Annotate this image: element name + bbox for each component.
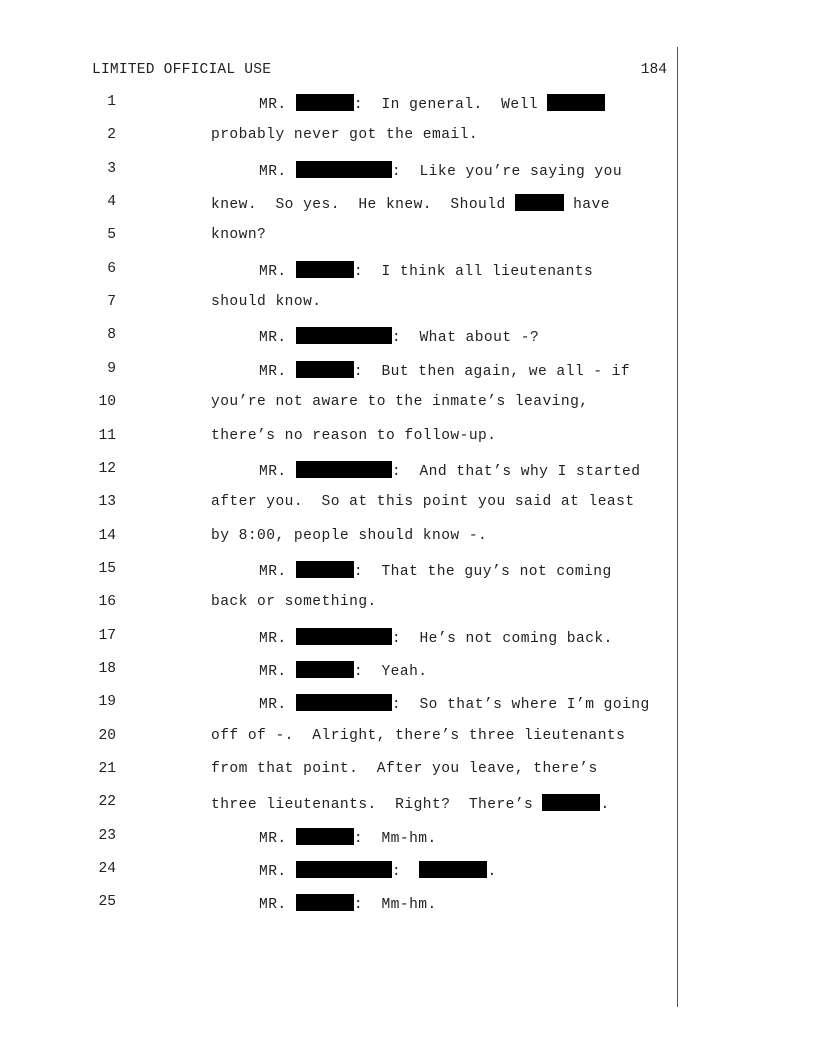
text-segment: from that point. After you leave, there’s xyxy=(211,761,598,777)
text-segment: probably never got the email. xyxy=(211,127,479,144)
line-text xyxy=(259,894,437,913)
line-number: 21 xyxy=(98,761,116,777)
line-text xyxy=(259,661,428,680)
text-segment: MR. xyxy=(259,864,296,881)
line-number: 9 xyxy=(107,360,116,377)
line-number: 18 xyxy=(98,660,116,677)
text-segment: you’re not aware to the inmate’s leaving, xyxy=(211,394,589,411)
line-number: 17 xyxy=(98,627,116,644)
redaction-box xyxy=(296,161,392,178)
text-segment: : Like you’re saying you xyxy=(391,163,623,180)
line-text xyxy=(211,794,610,813)
line-number: 6 xyxy=(107,260,116,277)
page-number: 184 xyxy=(640,62,667,78)
transcript-line xyxy=(0,461,676,483)
line-number: 13 xyxy=(98,494,116,511)
line-number: 11 xyxy=(98,427,116,444)
text-segment: MR. xyxy=(259,663,296,680)
right-margin-rule xyxy=(677,47,678,1007)
text-segment: MR. xyxy=(259,563,296,580)
line-number: 20 xyxy=(98,727,116,744)
redaction-box xyxy=(296,694,392,711)
transcript-line xyxy=(0,628,676,650)
line-number: 19 xyxy=(98,694,116,711)
redaction-box xyxy=(515,194,564,211)
transcript-line xyxy=(0,561,676,583)
line-number: 2 xyxy=(107,127,116,144)
line-number: 14 xyxy=(98,527,116,544)
line-number: 4 xyxy=(107,194,116,211)
text-segment: MR. xyxy=(259,697,296,714)
line-number: 22 xyxy=(98,794,116,811)
transcript-line xyxy=(0,261,676,283)
line-number: 24 xyxy=(98,861,116,878)
transcript-line xyxy=(0,828,676,850)
line-number: 5 xyxy=(107,227,116,244)
transcript-line xyxy=(0,94,676,116)
transcript-line xyxy=(0,694,676,716)
line-number: 1 xyxy=(107,94,116,110)
redaction-box xyxy=(542,794,600,811)
line-number: 23 xyxy=(98,827,116,844)
transcript-line xyxy=(0,861,676,883)
redaction-box xyxy=(296,894,354,911)
transcript-line xyxy=(0,227,676,249)
redaction-box xyxy=(296,661,354,678)
line-number: 8 xyxy=(107,327,116,344)
redaction-box xyxy=(296,94,354,111)
redaction-box xyxy=(296,861,392,878)
transcript-line xyxy=(0,894,676,916)
text-segment: should know. xyxy=(211,294,322,311)
text-segment: MR. xyxy=(259,263,296,280)
redaction-box xyxy=(296,461,392,478)
line-text xyxy=(211,528,487,544)
transcript-line xyxy=(0,394,676,416)
redaction-box xyxy=(296,261,354,278)
line-text xyxy=(211,127,478,143)
line-text xyxy=(259,828,437,847)
transcript-line xyxy=(0,327,676,349)
line-text xyxy=(211,294,322,310)
line-number: 16 xyxy=(98,594,116,611)
text-segment: three lieutenants. Right? There’s xyxy=(211,797,543,814)
text-segment: : I think all lieutenants xyxy=(353,263,594,280)
line-text xyxy=(259,561,612,580)
transcript-line xyxy=(0,428,676,450)
line-number: 15 xyxy=(98,560,116,577)
text-segment: MR. xyxy=(259,163,296,180)
transcript-line xyxy=(0,661,676,683)
text-segment: : That the guy’s not coming xyxy=(353,563,612,580)
text-segment: : What about -? xyxy=(391,330,540,347)
line-number: 3 xyxy=(107,160,116,177)
line-text xyxy=(259,461,640,480)
text-segment: back or something. xyxy=(211,594,377,611)
redaction-box xyxy=(296,327,392,344)
redaction-box xyxy=(296,361,354,378)
text-segment: by 8:00, people should know -. xyxy=(211,527,488,544)
line-text xyxy=(259,94,605,113)
transcript-line xyxy=(0,161,676,183)
text-segment: knew. So yes. He knew. Should xyxy=(211,197,515,214)
redaction-box xyxy=(419,861,487,878)
text-segment: MR. xyxy=(259,330,296,347)
text-segment: : Yeah. xyxy=(353,663,428,680)
line-text xyxy=(259,694,650,713)
line-text xyxy=(259,861,497,880)
transcript-line xyxy=(0,294,676,316)
text-segment: : And that’s why I started xyxy=(391,463,641,480)
line-text xyxy=(211,728,625,744)
line-text xyxy=(259,161,622,180)
line-text xyxy=(211,194,610,213)
text-segment: off of -. Alright, there’s three lieutenants xyxy=(211,727,626,744)
transcript-line xyxy=(0,794,676,816)
redaction-box xyxy=(296,828,354,845)
line-text xyxy=(211,494,635,510)
transcript-line xyxy=(0,728,676,750)
redaction-box xyxy=(296,561,354,578)
classification-header: LIMITED OFFICIAL USE xyxy=(92,62,272,78)
line-text xyxy=(259,327,539,346)
line-text xyxy=(259,628,613,647)
line-text xyxy=(211,761,598,777)
text-segment: MR. xyxy=(259,897,296,914)
text-segment: : He’s not coming back. xyxy=(391,630,613,647)
line-text xyxy=(211,428,496,444)
line-number: 7 xyxy=(107,294,116,311)
text-segment: have xyxy=(563,197,610,214)
text-segment: : In general. Well xyxy=(353,97,548,113)
text-segment: . xyxy=(487,864,497,881)
text-segment: MR. xyxy=(259,463,296,480)
transcript-line xyxy=(0,594,676,616)
text-segment: : So that’s where I’m going xyxy=(391,697,650,714)
line-text xyxy=(259,261,593,280)
text-segment: : xyxy=(391,864,420,881)
line-text xyxy=(259,361,630,380)
text-segment: after you. So at this point you said at least xyxy=(211,494,635,511)
text-segment: known? xyxy=(211,227,267,244)
text-segment: MR. xyxy=(259,830,296,847)
transcript-line xyxy=(0,194,676,216)
text-segment: : Mm-hm. xyxy=(353,830,437,847)
text-segment: . xyxy=(600,797,610,814)
transcript-line xyxy=(0,494,676,516)
text-segment: there’s no reason to follow-up. xyxy=(211,427,497,444)
transcript-line xyxy=(0,528,676,550)
line-text xyxy=(211,227,266,243)
text-segment: : But then again, we all - if xyxy=(353,363,631,380)
transcript-line xyxy=(0,361,676,383)
text-segment: : Mm-hm. xyxy=(353,897,437,914)
text-segment: MR. xyxy=(259,363,296,380)
line-number: 12 xyxy=(98,460,116,477)
line-text xyxy=(211,594,377,610)
text-segment: MR. xyxy=(259,97,296,113)
redaction-box xyxy=(547,94,605,111)
line-text xyxy=(211,394,589,410)
line-number: 10 xyxy=(98,394,116,411)
transcript-line xyxy=(0,127,676,149)
redaction-box xyxy=(296,628,392,645)
line-number: 25 xyxy=(98,894,116,911)
text-segment: MR. xyxy=(259,630,296,647)
transcript-line xyxy=(0,761,676,783)
